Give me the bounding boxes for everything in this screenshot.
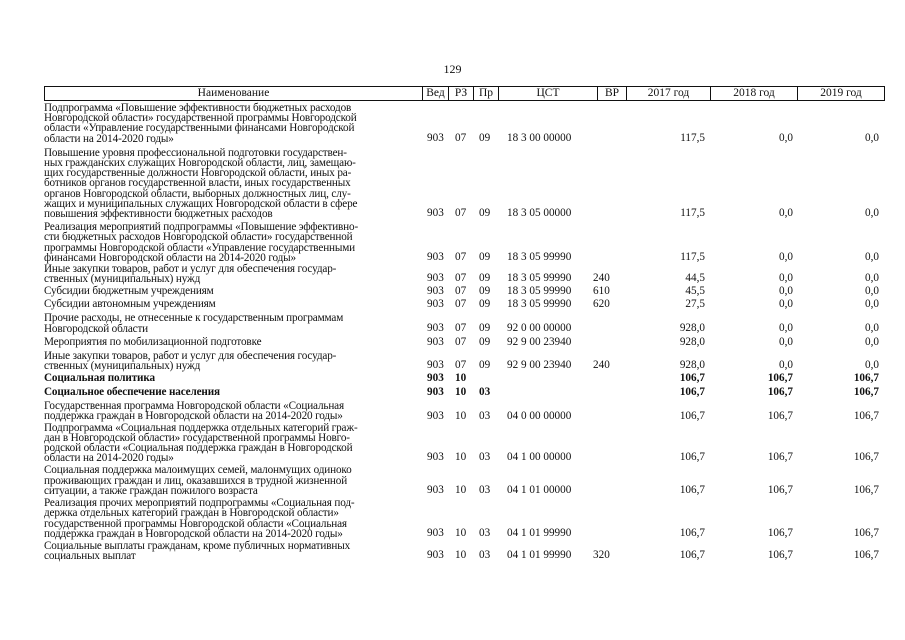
cell-cst: 04 1 01 00000 [507,484,572,497]
row-name: Социальные выплаты гражданам, кроме публичных нормативных социальных выплат [44,539,351,563]
cell-ved: 903 [427,359,444,372]
row-name: Субсидии бюджетным учреждениям [44,285,214,298]
table-row [44,285,885,297]
cell-ved: 903 [427,386,444,399]
cell-vr: 320 [593,549,610,562]
cell-2018: 106,7 [767,372,793,385]
cell-pr: 09 [479,298,491,311]
cell-pr: 03 [479,451,491,464]
cell-2019: 106,7 [853,484,879,497]
cell-2019: 0,0 [865,251,879,264]
header-cst: ЦСТ [498,86,598,101]
cell-ved: 903 [427,272,444,285]
cell-cst: 18 3 05 99990 [507,285,572,298]
row-values [44,272,885,284]
cell-rz: 07 [455,285,467,298]
cell-2019: 106,7 [853,549,879,562]
row-values [44,359,885,371]
cell-2018: 0,0 [779,359,793,372]
cell-ved: 903 [427,526,444,539]
cell-2018: 106,7 [767,409,793,422]
table-row [44,103,885,144]
cell-2019: 0,0 [865,298,879,311]
cell-ved: 903 [427,409,444,422]
cell-rz: 07 [455,298,467,311]
cell-rz: 10 [455,409,467,422]
cell-2018: 0,0 [779,131,793,144]
cell-2017: 44,5 [685,272,705,285]
row-values [44,285,885,297]
page-number: 129 [443,62,462,76]
cell-2019: 106,7 [853,386,879,399]
row-values [44,484,885,496]
cell-2019: 0,0 [865,321,879,334]
row-values [44,549,885,561]
cell-2017: 106,7 [679,526,705,539]
cell-cst: 92 0 00 00000 [507,321,572,334]
cell-ved: 903 [427,131,444,144]
cell-pr: 09 [479,272,491,285]
cell-ved: 903 [427,372,444,385]
cell-rz: 10 [455,386,467,399]
row-values [44,386,885,398]
cell-ved: 903 [427,335,444,348]
cell-cst: 18 3 00 00000 [507,131,572,144]
row-name: Государственная программа Новгородской области «Социальная поддержка граждан в Новгородской области на 2014-2020 годы» [44,400,344,423]
header-rz: РЗ [448,86,474,101]
cell-2019: 0,0 [865,131,879,144]
cell-2017: 106,7 [679,409,705,422]
cell-cst: 92 9 00 23940 [507,335,572,348]
cell-2019: 0,0 [865,285,879,298]
cell-rz: 07 [455,321,467,334]
cell-rz: 07 [455,272,467,285]
cell-cst: 18 3 05 99990 [507,272,572,285]
cell-2018: 0,0 [779,335,793,348]
table-row [44,336,885,348]
cell-ved: 903 [427,207,444,220]
row-name: Иные закупки товаров, работ и услуг для обеспечения государ- ственных (муниципальных) нужд [44,263,337,286]
cell-2017: 106,7 [679,451,705,464]
cell-ved: 903 [427,549,444,562]
cell-vr: 610 [593,285,610,298]
cell-2018: 0,0 [779,251,793,264]
cell-pr: 09 [479,359,491,372]
header-2018: 2018 год [710,86,798,101]
row-values [44,336,885,348]
cell-2017: 928,0 [679,321,705,334]
cell-cst: 04 1 01 99990 [507,526,572,539]
cell-ved: 903 [427,298,444,311]
cell-vr: 620 [593,298,610,311]
row-values [44,372,885,384]
cell-2019: 0,0 [865,359,879,372]
table-row [44,401,885,421]
cell-rz: 10 [455,372,467,385]
cell-rz: 10 [455,451,467,464]
table-row [44,423,885,464]
cell-pr: 09 [479,335,491,348]
cell-ved: 903 [427,451,444,464]
row-name: Подпрограмма «Повышение эффективности бюджетных расходов Новгородской области» государственной программы Новгородской области «Управление государственными финансами Новгородской области на 2014-2020 годы» [44,102,357,145]
row-values [44,298,885,310]
cell-ved: 903 [427,285,444,298]
table-body [44,103,885,561]
cell-2018: 106,7 [767,484,793,497]
cell-rz: 07 [455,251,467,264]
row-name: Мероприятия по мобилизационной подготовке [44,335,262,348]
cell-2018: 0,0 [779,298,793,311]
cell-rz: 10 [455,549,467,562]
cell-2017: 106,7 [679,372,705,385]
table-row [44,148,885,219]
cell-ved: 903 [427,484,444,497]
table-row [44,222,885,263]
cell-rz: 07 [455,131,467,144]
row-values [44,207,885,219]
row-values [44,527,885,539]
cell-2018: 106,7 [767,549,793,562]
cell-pr: 09 [479,207,491,220]
table-row [44,498,885,539]
cell-2019: 106,7 [853,451,879,464]
table-row [44,541,885,561]
cell-2017: 27,5 [685,298,705,311]
cell-ved: 903 [427,321,444,334]
row-values [44,322,885,334]
cell-2017: 106,7 [679,386,705,399]
table-row [44,313,885,333]
header-pr: Пр [473,86,499,101]
header-2019: 2019 год [797,86,885,101]
cell-2018: 106,7 [767,451,793,464]
cell-2019: 106,7 [853,526,879,539]
cell-2018: 0,0 [779,285,793,298]
cell-cst: 04 0 00 00000 [507,409,572,422]
row-values [44,451,885,463]
cell-2017: 117,5 [680,207,705,220]
cell-2019: 0,0 [865,272,879,285]
cell-2017: 928,0 [679,359,705,372]
cell-pr: 03 [479,409,491,422]
table-row [44,351,885,371]
row-name: Субсидии автономным учреждениям [44,298,216,311]
cell-2019: 106,7 [853,409,879,422]
cell-pr: 03 [479,386,491,399]
row-name: Реализация прочих мероприятий подпрограммы «Социальная под- держка отдельных категорий граждан в Новгородской области» государственной программы Новгородской области «Социальная поддержка граждан в Новгородской области на 2014-2020 годы» [44,497,355,540]
cell-pr: 03 [479,484,491,497]
cell-rz: 07 [455,207,467,220]
cell-rz: 10 [455,526,467,539]
cell-2018: 106,7 [767,386,793,399]
cell-vr: 240 [593,359,610,372]
cell-cst: 04 1 00 00000 [507,451,572,464]
row-name: Реализация мероприятий подпрограммы «Повышение эффективно- сти бюджетных расходов Новгородской области» государственной программы Новгородской области «Управление государственными финансами Новгородской области на 2014-2020 годы» [44,221,359,264]
cell-pr: 09 [479,321,491,334]
cell-pr: 03 [479,526,491,539]
cell-2017: 45,5 [685,285,705,298]
cell-pr: 09 [479,251,491,264]
cell-cst: 04 1 01 99990 [507,549,572,562]
cell-pr: 09 [479,285,491,298]
header-ved: Вед [422,86,449,101]
cell-2018: 0,0 [779,207,793,220]
cell-2017: 117,5 [680,251,705,264]
table-row [44,298,885,310]
header-name: Наименование [44,86,423,101]
row-name: Прочие расходы, не отнесенные к государственным программам Новгородской области [44,312,344,335]
table-row [44,386,885,398]
row-name: Социальное обеспечение населения [44,386,220,399]
cell-2018: 106,7 [767,526,793,539]
cell-2019: 0,0 [865,207,879,220]
row-values [44,410,885,422]
cell-cst: 18 3 05 00000 [507,207,572,220]
table-row [44,372,885,384]
cell-2017: 106,7 [679,484,705,497]
row-values [44,132,885,144]
header-vr: ВР [597,86,627,101]
cell-cst: 92 9 00 23940 [507,359,572,372]
cell-2017: 117,5 [680,131,705,144]
cell-vr: 240 [593,272,610,285]
cell-2018: 0,0 [779,321,793,334]
row-name: Социальная поддержка малоимущих семей, малонмущих одиноко проживающих граждан и лиц, оказавшихся в трудной жизненной ситуации, а также граждан пожилого возраста [44,464,352,497]
table-row [44,264,885,284]
cell-rz: 10 [455,484,467,497]
cell-2018: 0,0 [779,272,793,285]
cell-2017: 106,7 [679,549,705,562]
row-name: Иные закупки товаров, работ и услуг для обеспечения государ- ственных (муниципальных) нужд [44,349,337,373]
cell-2017: 928,0 [679,335,705,348]
cell-rz: 07 [455,335,467,348]
cell-cst: 18 3 05 99990 [507,251,572,264]
cell-rz: 07 [455,359,467,372]
table-row [44,465,885,496]
cell-pr: 03 [479,549,491,562]
cell-ved: 903 [427,251,444,264]
table-header [44,86,885,101]
row-name: Подпрограмма «Социальная поддержка отдельных категорий граж- дан в Новгородской области» государственной программы Новго- родской области «Социальная поддержка граждан в Новгородской области на 2014-2020 годы» [44,421,358,465]
row-values [44,251,885,263]
cell-2019: 106,7 [853,372,879,385]
cell-pr: 09 [479,131,491,144]
row-name: Повышение уровня профессиональной подготовки государствен- ных гражданских служащих Новгородской области, лиц, замещаю- щих государственные должности Новгородской области, иных ра- ботников органов государственной власти, иных государственных органов Новгородской области, выборных должностных лиц, слу- жащих и муниципальных служащих Новгородской области в сфере повышения эффективности бюджетных расходов [44,146,358,221]
cell-2019: 0,0 [865,335,879,348]
row-name: Социальная политика [44,372,155,385]
header-2017: 2017 год [626,86,711,101]
cell-cst: 18 3 05 99990 [507,298,572,311]
